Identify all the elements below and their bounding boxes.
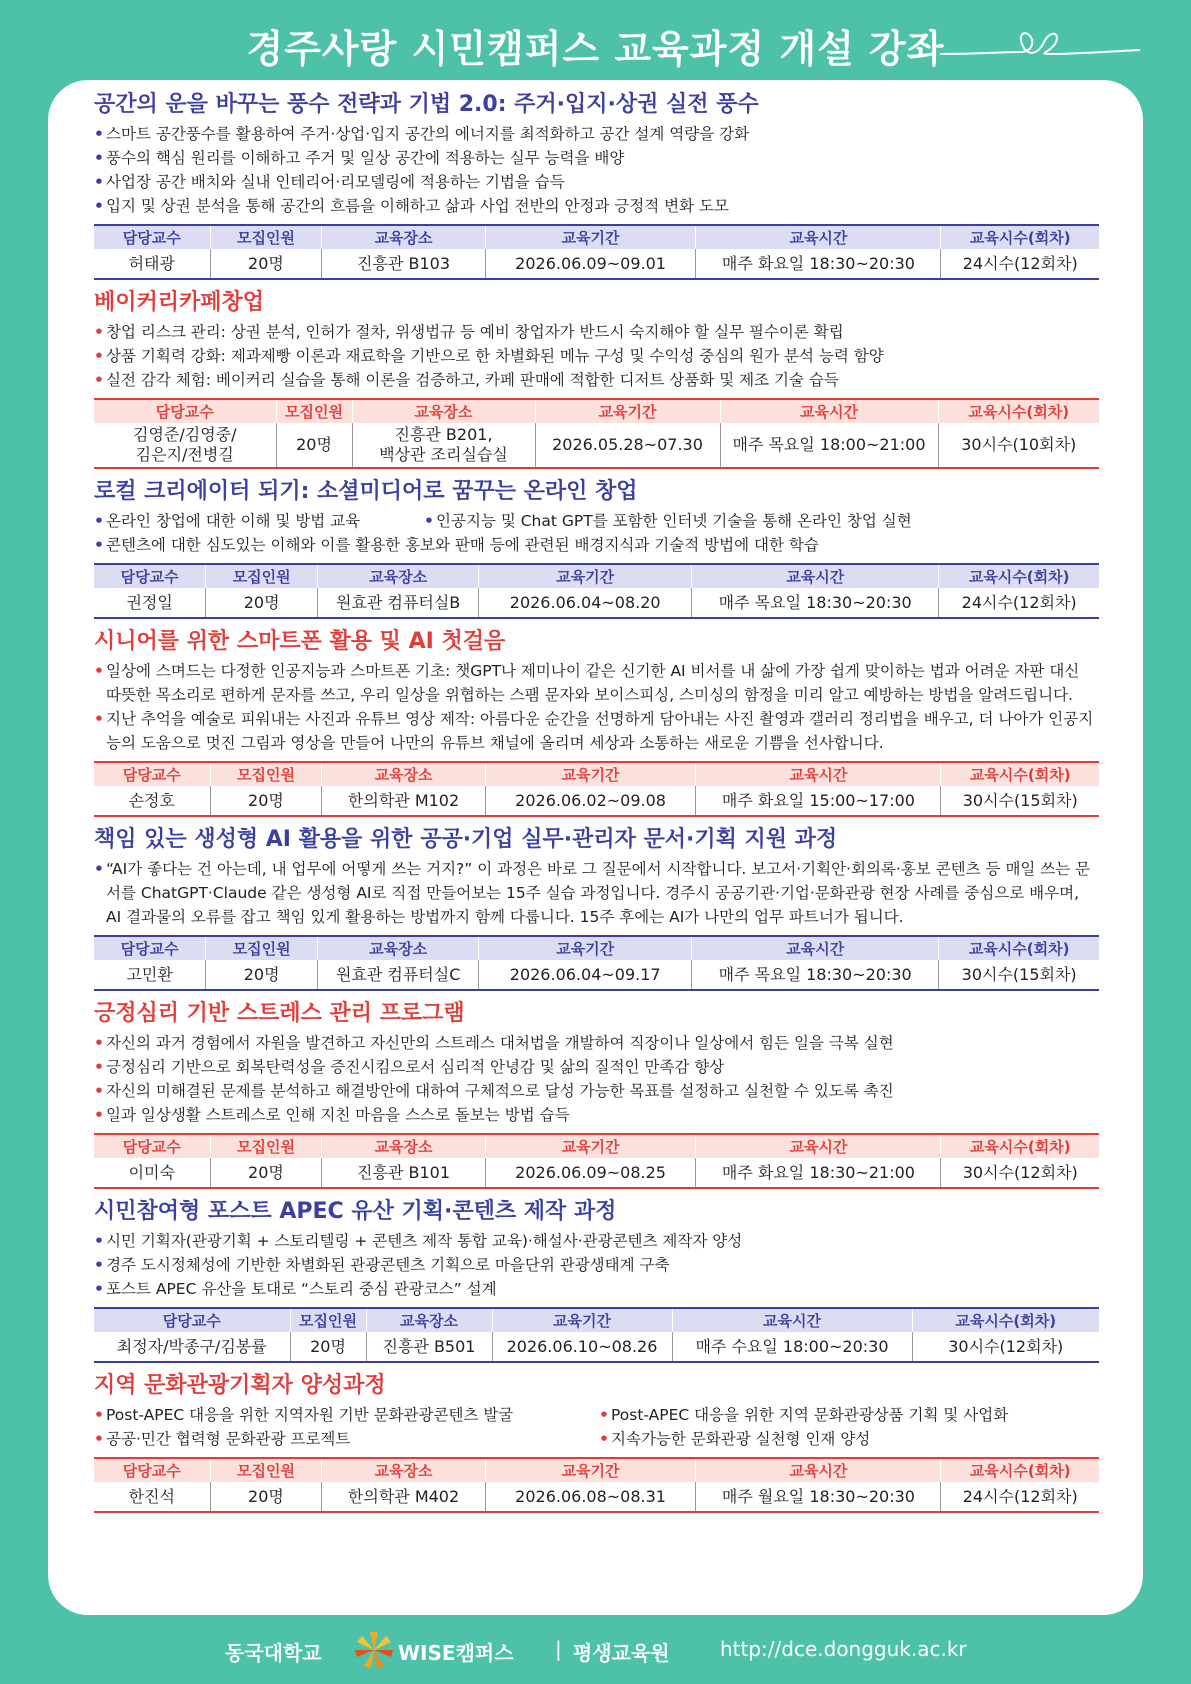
cell-instructor: 권정일 xyxy=(94,588,206,618)
cell-period: 2026.06.09~08.25 xyxy=(485,1158,696,1188)
header-period: 교육기간 xyxy=(485,762,696,786)
cell-location: 한의학관 M102 xyxy=(322,786,485,816)
cell-period: 2026.06.04~09.17 xyxy=(479,960,692,990)
campus-name: WISE캠퍼스 xyxy=(398,1641,514,1665)
course-info-table xyxy=(94,935,1099,991)
header-time: 교육시간 xyxy=(692,936,939,960)
course-bullet: • 실전 감각 체험: 베이커리 실습을 통해 이론을 검증하고, 카페 판매에 적합한 디저트 상품화 및 제조 기술 습득 xyxy=(94,368,1099,392)
cell-instructor: 허태광 xyxy=(94,249,210,279)
course-section xyxy=(94,997,1099,1189)
cell-capacity: 20명 xyxy=(206,588,318,618)
footer xyxy=(0,1625,1191,1675)
cell-instructor: 고민환 xyxy=(94,960,206,990)
course-section xyxy=(94,88,1099,280)
cell-capacity: 20명 xyxy=(210,249,322,279)
course-bullet: • 콘텐츠에 대한 심도있는 이해와 이를 활용한 홍보와 판매 등에 관련된 배경지식과 기술적 방법에 대한 학습 xyxy=(94,533,1099,557)
cell-instructor: 최정자/박종구/김봉률 xyxy=(94,1332,290,1362)
course-section xyxy=(94,475,1099,619)
heart-line-decoration xyxy=(940,22,1140,72)
cell-hours: 30시수(10회차) xyxy=(961,435,1077,454)
cell-instructor: 손정호 xyxy=(94,786,210,816)
course-bullet: • 풍수의 핵심 원리를 이해하고 주거 및 일상 공간에 적용하는 실무 능력을 배양 xyxy=(94,146,1099,170)
course-bullet: • 창업 리스크 관리: 상권 분석, 인허가 절차, 위생법규 등 예비 창업자가 반드시 숙지해야 할 실무 필수이론 확립 xyxy=(94,320,1099,344)
cell-hours: 24시수(12회차) xyxy=(962,253,1078,273)
header-instructor: 담당교수 xyxy=(94,564,206,588)
cell-time: 매주 화요일 18:30~20:30 xyxy=(696,249,941,279)
university-logo-icon xyxy=(352,1630,396,1670)
header-capacity: 모집인원 xyxy=(210,225,322,249)
header-hours: 교육시수(회차) xyxy=(939,936,1099,960)
cell-time: 매주 월요일 18:30~20:30 xyxy=(696,1482,941,1512)
course-info-table xyxy=(94,1133,1099,1189)
department-name: 평생교육원 xyxy=(573,1641,670,1665)
header-instructor: 담당교수 xyxy=(94,1308,290,1332)
course-bullet: • 스마트 공간풍수를 활용하여 주거·상업·입지 공간의 에너지를 최적화하고 공간 설계 역량을 강화 xyxy=(94,122,1099,146)
course-bullet: • 인공지능 및 Chat GPT를 포함한 인터넷 기술을 통해 온라인 창업 실현 xyxy=(424,509,1099,533)
cell-period: 2026.05.28~07.30 xyxy=(535,423,720,468)
cell-instructor: 김영준/김영중/ 김은지/전병길 xyxy=(94,423,276,468)
course-title: 긍정심리 기반 스트레스 관리 프로그램 xyxy=(94,1001,465,1026)
course-info-table xyxy=(94,224,1099,280)
header-time: 교육시간 xyxy=(696,762,941,786)
header-capacity: 모집인원 xyxy=(206,936,318,960)
header-location: 교육장소 xyxy=(322,1458,485,1482)
cell-capacity: 20명 xyxy=(210,1482,322,1512)
header-capacity: 모집인원 xyxy=(210,762,322,786)
header-capacity: 모집인원 xyxy=(210,1458,322,1482)
header-capacity: 모집인원 xyxy=(210,1134,322,1158)
cell-location: 진흥관 B501 xyxy=(366,1332,492,1362)
header-location: 교육장소 xyxy=(352,399,535,423)
header-capacity: 모집인원 xyxy=(290,1308,366,1332)
header-location: 교육장소 xyxy=(318,936,479,960)
course-bullet: • 일상에 스며드는 다정한 인공지능과 스마트폰 기초: 챗GPT나 제미나이 같은 신기한 AI 비서를 내 삶에 가장 쉽게 맞이하는 법과 어려운 자판 대신 따뜻한 목소리로 편하게 문자를 쓰고, 우리 일상을 위협하는 스팸 문자와 보이스피싱, 스미싱의 함정을 미리 알고 예방하는 방법을 알려드립니다. xyxy=(94,659,1099,707)
course-title: 시니어를 위한 스마트폰 활용 및 AI 첫걸음 xyxy=(94,629,506,654)
header-location: 교육장소 xyxy=(366,1308,492,1332)
header-instructor: 담당교수 xyxy=(94,1458,210,1482)
cell-time: 매주 화요일 18:30~21:00 xyxy=(696,1158,941,1188)
course-title: 베이커리카페창업 xyxy=(94,290,265,315)
header-time: 교육시간 xyxy=(692,564,939,588)
course-title: 로컬 크리에이터 되기: 소셜미디어로 꿈꾸는 온라인 창업 xyxy=(94,479,638,504)
course-section xyxy=(94,823,1099,991)
cell-location: 원효관 컴퓨터실B xyxy=(318,588,479,618)
cell-hours: 24시수(12회차) xyxy=(962,1486,1078,1506)
header-hours: 교육시수(회차) xyxy=(938,399,1099,423)
header-time: 교육시간 xyxy=(720,399,938,423)
header-capacity: 모집인원 xyxy=(206,564,318,588)
header-location: 교육장소 xyxy=(322,225,485,249)
cell-period: 2026.06.04~08.20 xyxy=(479,588,692,618)
cell-capacity: 20명 xyxy=(210,786,322,816)
header-instructor: 담당교수 xyxy=(94,399,276,423)
course-bullet: • Post-APEC 대응을 위한 지역자원 기반 문화관광콘텐츠 발굴 xyxy=(94,1403,599,1427)
cell-capacity: 20명 xyxy=(276,423,352,468)
course-bullet: • 입지 및 상권 분석을 통해 공간의 흐름을 이해하고 삶과 사업 전반의 안정과 긍정적 변화 도모 xyxy=(94,194,1099,218)
header-instructor: 담당교수 xyxy=(94,936,206,960)
course-info-table xyxy=(94,1457,1099,1513)
header-hours: 교육시수(회차) xyxy=(941,762,1099,786)
page-title: 경주사랑 시민캠퍼스 교육과정 개설 강좌 xyxy=(246,27,945,71)
header-location: 교육장소 xyxy=(322,762,485,786)
header-capacity: 모집인원 xyxy=(276,399,352,423)
header-period: 교육기간 xyxy=(485,225,696,249)
cell-time: 매주 목요일 18:30~20:30 xyxy=(692,588,939,618)
cell-period: 2026.06.08~08.31 xyxy=(485,1482,696,1512)
header-time: 교육시간 xyxy=(696,225,941,249)
course-bullet: • 상품 기획력 강화: 제과제빵 이론과 재료학을 기반으로 한 차별화된 메뉴 구성 및 수익성 중심의 원가 분석 능력 함양 xyxy=(94,344,1099,368)
course-bullet: • 시민 기획자(관광기획 + 스토리텔링 + 콘텐츠 제작 통합 교육)·해설사·관광콘텐츠 제작자 양성 xyxy=(94,1229,1099,1253)
header-period: 교육기간 xyxy=(479,564,692,588)
course-section xyxy=(94,625,1099,817)
course-title: 공간의 운을 바꾸는 풍수 전략과 기법 2.0: 주거·입지·상권 실전 풍수 xyxy=(94,92,759,117)
course-title: 지역 문화관광기획자 양성과정 xyxy=(94,1373,386,1398)
course-bullet: • Post-APEC 대응을 위한 지역 문화관광상품 기획 및 사업화 xyxy=(599,1403,1099,1427)
header-period: 교육기간 xyxy=(485,1134,696,1158)
header-period: 교육기간 xyxy=(535,399,720,423)
cell-capacity: 20명 xyxy=(206,960,318,990)
course-bullet: • 지속가능한 문화관광 실천형 인재 양성 xyxy=(599,1427,1099,1451)
cell-hours: 30시수(15회차) xyxy=(961,964,1077,984)
course-bullet: • 경주 도시정체성에 기반한 차별화된 관광콘텐츠 기획으로 마을단위 관광생태계 구축 xyxy=(94,1253,1099,1277)
cell-location: 한의학관 M402 xyxy=(322,1482,485,1512)
cell-period: 2026.06.10~08.26 xyxy=(492,1332,672,1362)
course-bullet: • 공공·민간 협력형 문화관광 프로젝트 xyxy=(94,1427,599,1451)
course-bullet: • 자신의 미해결된 문제를 분석하고 해결방안에 대하여 구체적으로 달성 가능한 목표를 설정하고 실천할 수 있도록 촉진 xyxy=(94,1079,1099,1103)
course-info-table xyxy=(94,1307,1099,1363)
course-bullet: • 지난 추억을 예술로 피워내는 사진과 유튜브 영상 제작: 아름다운 순간을 선명하게 담아내는 사진 촬영과 갤러리 정리법을 배우고, 더 나아가 인공지능의 도움으로 멋진 그림과 영상을 만들어 나만의 유튜브 채널에 올리며 세상과 소통하는 새로운 기쁨을 선사합니다. xyxy=(94,707,1099,755)
cell-time: 매주 목요일 18:30~20:30 xyxy=(692,960,939,990)
header-instructor: 담당교수 xyxy=(94,225,210,249)
cell-hours: 30시수(12회차) xyxy=(948,1336,1064,1356)
course-section xyxy=(94,286,1099,469)
cell-location: 원효관 컴퓨터실C xyxy=(318,960,479,990)
cell-time: 매주 목요일 18:00~21:00 xyxy=(720,423,938,468)
university-name: 동국대학교 xyxy=(225,1641,322,1665)
course-info-table xyxy=(94,563,1099,619)
header-hours: 교육시수(회차) xyxy=(941,1458,1099,1482)
course-bullet: • 사업장 공간 배치와 실내 인테리어·리모델링에 적용하는 기법을 습득 xyxy=(94,170,1099,194)
course-info-table xyxy=(94,398,1099,469)
cell-location: 진흥관 B103 xyxy=(322,249,485,279)
cell-instructor: 한진석 xyxy=(94,1482,210,1512)
header-time: 교육시간 xyxy=(672,1308,912,1332)
course-section xyxy=(94,1369,1099,1513)
header-period: 교육기간 xyxy=(492,1308,672,1332)
cell-location: 진흥관 B201, 백상관 조리실습실 xyxy=(352,423,535,468)
cell-capacity: 20명 xyxy=(210,1158,322,1188)
course-bullet: • 일과 일상생활 스트레스로 인해 지친 마음을 스스로 돌보는 방법 습득 xyxy=(94,1103,1099,1127)
cell-location: 진흥관 B101 xyxy=(322,1158,485,1188)
header-instructor: 담당교수 xyxy=(94,762,210,786)
header-location: 교육장소 xyxy=(318,564,479,588)
header-instructor: 담당교수 xyxy=(94,1134,210,1158)
cell-time: 매주 수요일 18:00~20:30 xyxy=(672,1332,912,1362)
cell-time: 매주 화요일 15:00~17:00 xyxy=(696,786,941,816)
cell-hours: 30시수(15회차) xyxy=(962,790,1078,810)
header-hours: 교육시수(회차) xyxy=(941,225,1099,249)
course-info-table xyxy=(94,761,1099,817)
course-bullet: • 포스트 APEC 유산을 토대로 “스토리 중심 관광코스” 설계 xyxy=(94,1277,1099,1301)
cell-period: 2026.06.09~09.01 xyxy=(485,249,696,279)
header-hours: 교육시수(회차) xyxy=(939,564,1099,588)
course-section xyxy=(94,1195,1099,1363)
course-bullet: • 긍정심리 기반으로 회복탄력성을 증진시킴으로서 심리적 안녕감 및 삶의 질적인 만족감 향상 xyxy=(94,1055,1099,1079)
cell-hours: 24시수(12회차) xyxy=(961,592,1077,612)
header-period: 교육기간 xyxy=(479,936,692,960)
course-title: 시민참여형 포스트 APEC 유산 기획·콘텐츠 제작 과정 xyxy=(94,1199,617,1224)
course-title: 책임 있는 생성형 AI 활용을 위한 공공·기업 실무·관리자 문서·기획 지원 과정 xyxy=(94,827,838,852)
header-time: 교육시간 xyxy=(696,1134,941,1158)
header-time: 교육시간 xyxy=(696,1458,941,1482)
course-bullet: • 자신의 과거 경험에서 자원을 발견하고 자신만의 스트레스 대처법을 개발하여 직장이나 일상에서 힘든 일을 극복 실현 xyxy=(94,1031,1099,1055)
website-url[interactable]: http://dce.dongguk.ac.kr xyxy=(720,1637,967,1661)
header-hours: 교육시수(회차) xyxy=(912,1308,1099,1332)
footer-separator: | xyxy=(555,1637,562,1661)
course-bullet: • 온라인 창업에 대한 이해 및 방법 교육 xyxy=(94,509,424,533)
cell-period: 2026.06.02~09.08 xyxy=(485,786,696,816)
header-hours: 교육시수(회차) xyxy=(941,1134,1099,1158)
cell-hours: 30시수(12회차) xyxy=(962,1162,1078,1182)
header-location: 교육장소 xyxy=(322,1134,485,1158)
course-bullet: • “AI가 좋다는 건 아는데, 내 업무에 어떻게 쓰는 거지?” 이 과정은 바로 그 질문에서 시작합니다. 보고서·기획안·회의록·홍보 콘텐츠 등 매일 쓰는 문서를 ChatGPT·Claude 같은 생성형 AI로 직접 만들어보는 15주 실습 과정입니다. 경주시 공공기관·기업·문화관광 현장 사례를 중심으로 배우며, AI 결과물의 오류를 잡고 책임 있게 활용하는 방법까지 함께 다룹니다. 15주 후에는 AI가 나만의 업무 파트너가 됩니다. xyxy=(94,857,1099,929)
header-period: 교육기간 xyxy=(485,1458,696,1482)
cell-instructor: 이미숙 xyxy=(94,1158,210,1188)
cell-capacity: 20명 xyxy=(290,1332,366,1362)
